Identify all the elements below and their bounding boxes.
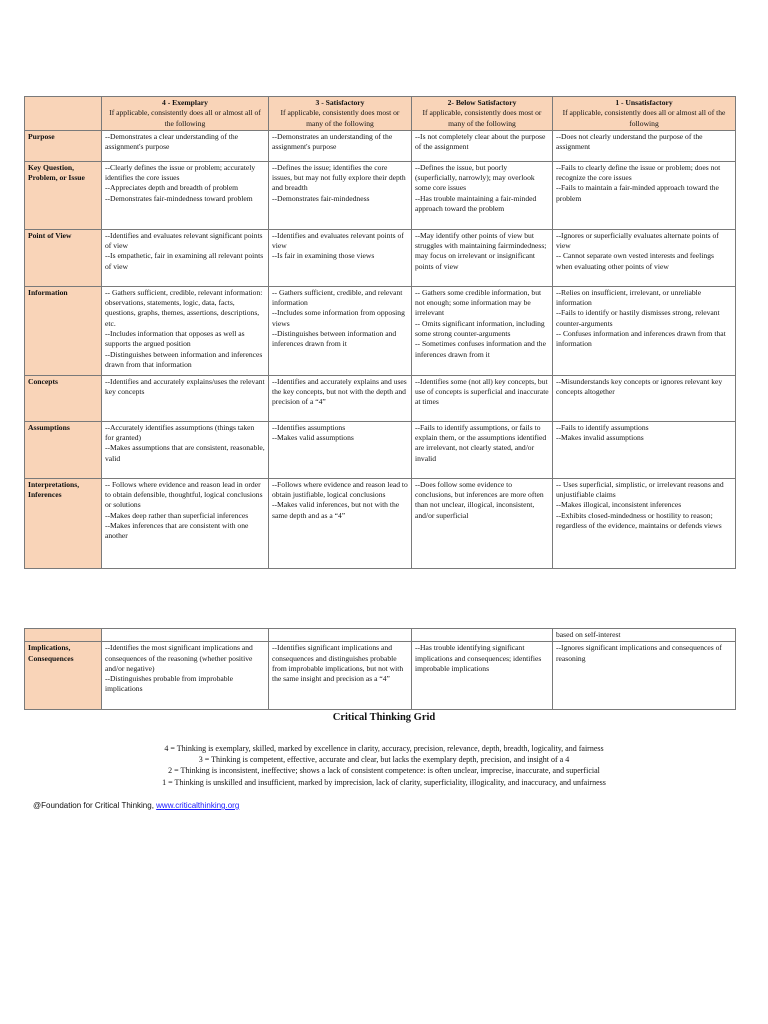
level-2-cell	[412, 130, 553, 161]
cell-text: -- Confuses information and inferences drawn from that information	[556, 329, 726, 349]
cell-text: --Identifies assumptions	[272, 422, 346, 432]
level-1-cell	[553, 229, 736, 286]
cell-text: --Accurately identifies assumptions (things taken for granted)	[105, 422, 255, 443]
level-3-cell	[269, 375, 412, 421]
cell-text: --Distinguishes between information and inferences drawn from that information	[105, 349, 263, 369]
header-corner-cell	[25, 97, 102, 131]
level-2-cell	[412, 229, 553, 286]
rubric-continuation-row	[25, 629, 736, 642]
level-3-cell	[269, 286, 412, 375]
cell-text: --Has trouble identifying significant implications and consequences; identifies improbable implications	[415, 643, 542, 673]
cell-text: --Identifies the most significant implications and consequences of the reasoning (whether positive and/or negative)	[105, 643, 253, 673]
header-subtitle: If applicable, consistently does most or many of the following	[422, 108, 542, 128]
cell-text: --Fails to clearly define the issue or problem; does not recognize the core issues	[556, 162, 721, 183]
level-4-cell	[102, 478, 269, 568]
cell-text: --Distinguishes probable from improbable implications	[105, 674, 234, 694]
cell-text: --Makes valid inferences, but not with the same depth and as a “4”	[272, 500, 400, 520]
continuation-cell	[269, 629, 412, 642]
cell-text: --Identifies and evaluates relevant significant points of view	[105, 230, 263, 251]
cell-text: --Identifies some (not all) key concepts, but use of concepts is superficial and inaccurate at times	[415, 376, 549, 407]
level-4-cell	[102, 421, 269, 478]
cell-text: -- Uses superficial, simplistic, or irrelevant reasons and unjustifiable claims	[556, 479, 724, 500]
cell-text: --Includes some information from opposing views	[272, 308, 405, 328]
cell-text: --Does not clearly understand the purpose of the assignment	[556, 131, 703, 152]
cell-text: --Makes valid assumptions	[272, 433, 354, 443]
header-subtitle: If applicable, consistently does all or almost all of the following	[562, 108, 726, 128]
level-2-cell	[412, 478, 553, 568]
cell-text: --Ignores significant implications and consequences of reasoning	[556, 643, 722, 663]
level-1-cell	[553, 375, 736, 421]
cell-text: --Fails to maintain a fair-minded approach toward the problem	[556, 183, 719, 203]
rubric-header-row	[25, 97, 736, 131]
level-2-cell	[412, 421, 553, 478]
cell-text: --Appreciates depth and breadth of problem	[105, 183, 239, 193]
cell-text: -- Cannot separate own vested interests and feelings when evaluating other points of view	[556, 251, 714, 271]
cell-text: --Identifies and evaluates relevant points of view	[272, 230, 404, 251]
header-level-4	[102, 97, 269, 131]
level-1-cell	[553, 478, 736, 568]
cell-text: --Is fair in examining those views	[272, 251, 375, 261]
header-subtitle: If applicable, consistently does all or almost all of the following	[109, 108, 261, 128]
cell-text: --Relies on insufficient, irrelevant, or unreliable information	[556, 287, 702, 308]
cell-text: -- Gathers sufficient, credible, relevant information: observations, statements, logic, data, facts, questions, graphs, themes, assertions, descriptions, etc.	[105, 287, 263, 328]
cell-text: -- Follows where evidence and reason lead in order to obtain defensible, thoughtful, logical conclusions or solutions	[105, 479, 263, 510]
level-2-cell	[412, 286, 553, 375]
criterion-cell: Implications, Consequences	[25, 642, 102, 710]
rubric-row-purpose	[25, 130, 736, 161]
header-title: 4 - Exemplary	[162, 98, 208, 107]
criterion-cell: Interpretations, Inferences	[25, 478, 102, 568]
cell-text: --Fails to identify or hastily dismisses strong, relevant counter-arguments	[556, 308, 720, 328]
level-1-cell	[553, 642, 736, 710]
level-1-cell	[553, 286, 736, 375]
cell-text: --Clearly defines the issue or problem; accurately identifies the core issues	[105, 162, 256, 183]
level-3-cell	[269, 229, 412, 286]
cell-text: --Follows where evidence and reason lead to obtain justifiable, logical conclusions	[272, 479, 408, 500]
cell-text: --Identifies significant implications and consequences and distinguishes probable from improbable implications, but not with the same insight and precision as a “4”	[272, 643, 404, 684]
rubric-row-interpretations	[25, 478, 736, 568]
rubric-table-continued	[24, 628, 736, 710]
level-4-cell	[102, 130, 269, 161]
level-1-cell	[553, 130, 736, 161]
cell-text: --Identifies and accurately explains and uses the key concepts, but not with the depth and precision of a “4”	[272, 376, 407, 407]
legend-line: 2 = Thinking is inconsistent, ineffective; shows a lack of consistent competence: is often unclear, imprecise, inaccurate, and superficial	[168, 766, 600, 776]
cell-text: --Misunderstands key concepts or ignores relevant key concepts altogether	[556, 376, 723, 397]
cell-text: --Demonstrates fair-mindedness	[272, 193, 370, 203]
level-4-cell	[102, 642, 269, 710]
continuation-cell	[553, 629, 736, 642]
header-level-3	[269, 97, 412, 131]
page-title: Critical Thinking Grid	[332, 712, 436, 723]
rubric-row-point-of-view	[25, 229, 736, 286]
cell-text: --Makes assumptions that are consistent, reasonable, valid	[105, 443, 265, 463]
level-1-cell	[553, 161, 736, 229]
rubric-row-concepts	[25, 375, 736, 421]
continuation-cell	[102, 629, 269, 642]
cell-text: --Demonstrates a clear understanding of the assignment's purpose	[105, 131, 239, 152]
cell-text: --Makes illogical, inconsistent inferences	[556, 500, 682, 510]
criterion-cell: Concepts	[25, 375, 102, 421]
level-3-cell	[269, 478, 412, 568]
cell-text: --Includes information that opposes as well as supports the argued position	[105, 329, 245, 349]
header-title: 3 - Satisfactory	[315, 98, 365, 107]
criterion-cell: Point of View	[25, 229, 102, 286]
level-3-cell	[269, 421, 412, 478]
level-3-cell	[269, 130, 412, 161]
cell-text: --Demonstrates fair-mindedness toward problem	[105, 193, 253, 203]
cell-text: -- Gathers sufficient, credible, and relevant information	[272, 287, 403, 308]
cell-text: -- Sometimes confuses information and the inferences drawn from it	[415, 339, 546, 359]
level-2-cell	[412, 375, 553, 421]
level-3-cell	[269, 161, 412, 229]
cell-text: --Makes inferences that are consistent with one another	[105, 521, 249, 541]
cell-text: --Has trouble maintaining a fair-minded approach toward the problem	[415, 193, 537, 214]
header-level-2	[412, 97, 553, 131]
cell-text: --Defines the issue, but poorly (superficially, narrowly); may overlook some core issues	[415, 162, 535, 193]
header-title: 1 - Unsatisfactory	[615, 98, 673, 107]
cell-text: --Identifies and accurately explains/uses the relevant key concepts	[105, 376, 265, 397]
criterion-cell: Key Question, Problem, or Issue	[25, 161, 102, 229]
level-2-cell	[412, 642, 553, 710]
rubric-table	[24, 96, 736, 569]
rubric-row-information	[25, 286, 736, 375]
header-title: 2- Below Satisfactory	[447, 98, 517, 107]
cell-text: --Ignores or superficially evaluates alternate points of view	[556, 230, 719, 251]
legend-line: 1 = Thinking is unskilled and insufficient, marked by imprecision, lack of clarity, superficiality, illogicality, and inaccuracy, and unfairness	[162, 777, 606, 787]
level-1-cell	[553, 421, 736, 478]
rubric-row-assumptions	[25, 421, 736, 478]
website-link[interactable]: www.criticalthinking.org	[156, 801, 240, 810]
cell-text: --Makes invalid assumptions	[556, 433, 644, 443]
criterion-cell: Purpose	[25, 130, 102, 161]
score-legend	[0, 743, 768, 788]
cell-text: -- Gathers some credible information, but not enough; some information may be irrelevant	[415, 287, 542, 318]
level-4-cell	[102, 229, 269, 286]
level-4-cell	[102, 161, 269, 229]
level-4-cell	[102, 286, 269, 375]
cell-text: --May identify other points of view but struggles with maintaining fairmindedness; may focus on irrelevant or insignificant points of view	[415, 230, 547, 271]
criterion-cell: Assumptions	[25, 421, 102, 478]
cell-text: --Fails to identify assumptions	[556, 422, 649, 432]
cell-text: -- Omits significant information, including some strong counter-arguments	[415, 318, 545, 339]
cell-text: --Is not completely clear about the purpose of the assignment	[415, 131, 546, 152]
continuation-criterion-cell	[25, 629, 102, 642]
cell-text: --Makes deep rather than superficial inferences	[105, 510, 249, 520]
continuation-cell	[412, 629, 553, 642]
level-4-cell	[102, 375, 269, 421]
rubric-row-key-question	[25, 161, 736, 229]
continuation-text: based on self-interest	[556, 630, 621, 639]
copyright-text: @Foundation for Critical Thinking,	[33, 801, 157, 810]
copyright-notice	[33, 801, 239, 810]
cell-text: --Is empathetic, fair in examining all relevant points of view	[105, 251, 264, 271]
header-level-1	[553, 97, 736, 131]
cell-text: --Fails to identify assumptions, or fails to explain them, or the assumptions identified are irrelevant, not clearly stated, and/or invalid	[415, 422, 547, 463]
cell-text: --Demonstrates an understanding of the assignment's purpose	[272, 131, 393, 152]
level-2-cell	[412, 161, 553, 229]
header-subtitle: If applicable, consistently does most or many of the following	[280, 108, 400, 128]
cell-text: --Distinguishes between information and inferences drawn from it	[272, 329, 397, 349]
criterion-cell: Information	[25, 286, 102, 375]
cell-text: --Defines the issue; identifies the core issues, but may not fully explore their depth and breadth	[272, 162, 406, 193]
legend-line: 4 = Thinking is exemplary, skilled, marked by excellence in clarity, accuracy, precision, relevance, depth, breadth, logicality, and fairness	[164, 744, 604, 753]
rubric-row-implications	[25, 642, 736, 710]
cell-text: --Exhibits closed-mindedness or hostility to reason; regardless of the evidence, maintains or defends views	[556, 510, 722, 531]
level-3-cell	[269, 642, 412, 710]
cell-text: --Does follow some evidence to conclusions, but inferences are more often than not unclear, illogical, inconsistent, and/or superficial	[415, 479, 544, 520]
legend-line: 3 = Thinking is competent, effective, accurate and clear, but lacks the exemplary depth, precision, and insight of a 4	[198, 755, 570, 765]
